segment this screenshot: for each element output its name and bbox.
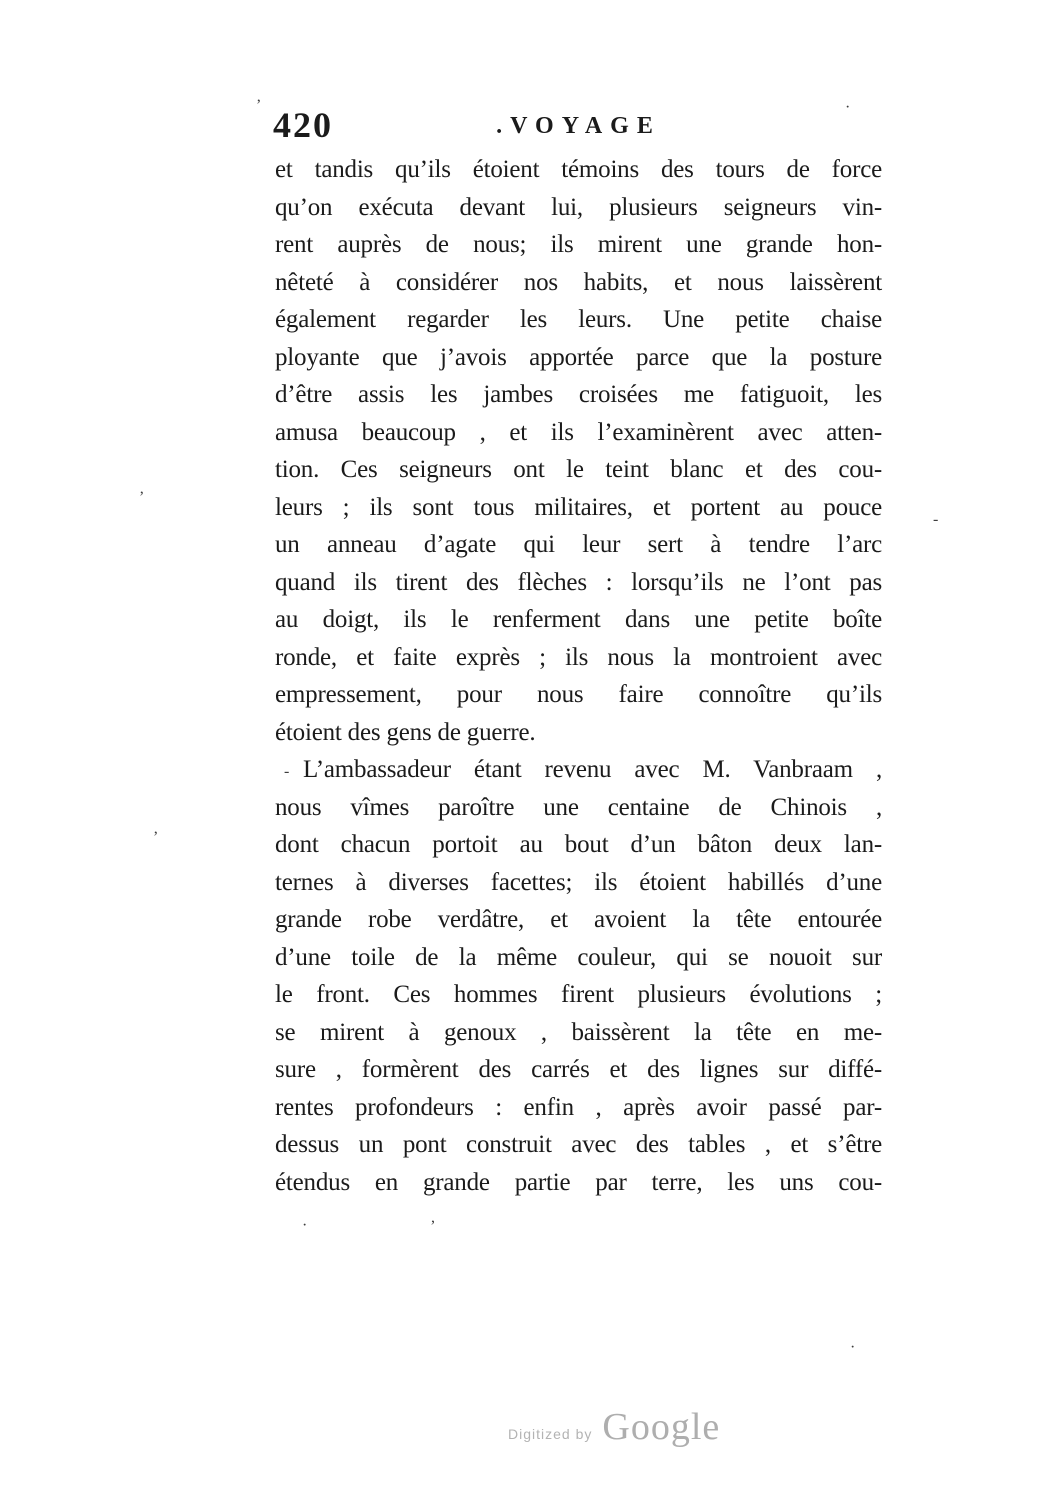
text-line: tion. Ces seigneurs ont le teint blanc et des cou- xyxy=(275,456,882,483)
text-line: grande robe verdâtre, et avoient la tête entourée xyxy=(275,906,882,933)
text-line: ternes à diverses facettes; ils étoient habillés d’une xyxy=(275,868,882,896)
text-line: rentes profondeurs : enfin , après avoir passé par- xyxy=(275,1093,882,1121)
text-line: L’ambassadeur étant revenu avec M. Vanbraam , xyxy=(303,756,882,783)
google-logo: Google xyxy=(602,1406,721,1448)
text-line: amusa beaucoup , et ils l’examinèrent avec atten- xyxy=(275,418,882,446)
text-line: se mirent à genoux , baissèrent la tête en me- xyxy=(275,1018,882,1046)
text-line: empressement, pour nous faire connoître qu’ils xyxy=(275,681,882,708)
scan-artifact: - xyxy=(933,511,939,528)
text-line: et tandis qu’ils étoient témoins des tours de force xyxy=(275,156,882,183)
scan-artifact: · xyxy=(850,1339,856,1356)
watermark-prefix: Digitized by xyxy=(508,1426,593,1442)
page-number: 420 xyxy=(273,105,333,145)
scan-artifact: · xyxy=(845,99,851,116)
text-line: étoient des gens de guerre. xyxy=(275,718,536,746)
text-line: qu’on exécuta devant lui, plusieurs seigneurs vin- xyxy=(275,193,882,221)
scan-artifact: ’ xyxy=(256,97,262,114)
text-line: dessus un pont construit avec des tables , et s’être xyxy=(275,1131,882,1158)
running-head: .VOYAGE xyxy=(496,113,661,139)
text-line: rent auprès de nous; ils mirent une grande hon- xyxy=(275,231,882,258)
scan-artifact: ’ xyxy=(139,489,145,506)
scan-artifact: - xyxy=(284,763,290,780)
text-line: quand ils tirent des flèches : lorsqu’ils ne l’ont pas xyxy=(275,568,882,596)
text-line: au doigt, ils le renferment dans une petite boîte xyxy=(275,606,882,633)
watermark xyxy=(508,1405,720,1449)
scan-artifact: , xyxy=(431,1209,435,1226)
text-line: d’une toile de la même couleur, qui se nouoit sur xyxy=(275,943,882,971)
text-line: dont chacun portoit au bout d’un bâton deux lan- xyxy=(275,831,882,858)
text-line: un anneau d’agate qui leur sert à tendre l’arc xyxy=(275,531,882,558)
text-line: étendus en grande partie par terre, les uns cou- xyxy=(275,1168,882,1196)
text-line: également regarder les leurs. Une petite chaise xyxy=(275,306,882,333)
text-line: nous vîmes paroître une centaine de Chinois , xyxy=(275,793,882,821)
text-line: nêteté à considérer nos habits, et nous laissèrent xyxy=(275,268,882,296)
text-line: ronde, et faite exprès ; ils nous la montroient avec xyxy=(275,643,882,671)
text-block xyxy=(275,151,882,1201)
scan-artifact: · xyxy=(302,1217,308,1234)
text-line: leurs ; ils sont tous militaires, et portent au pouce xyxy=(275,493,882,521)
text-line: ployante que j’avois apportée parce que la posture xyxy=(275,343,882,371)
text-line: d’être assis les jambes croisées me fatiguoit, les xyxy=(275,381,882,408)
scan-artifact: ’ xyxy=(153,829,159,846)
text-line: sure , formèrent des carrés et des lignes sur diffé- xyxy=(275,1056,882,1083)
text-line: le front. Ces hommes firent plusieurs évolutions ; xyxy=(275,981,882,1008)
